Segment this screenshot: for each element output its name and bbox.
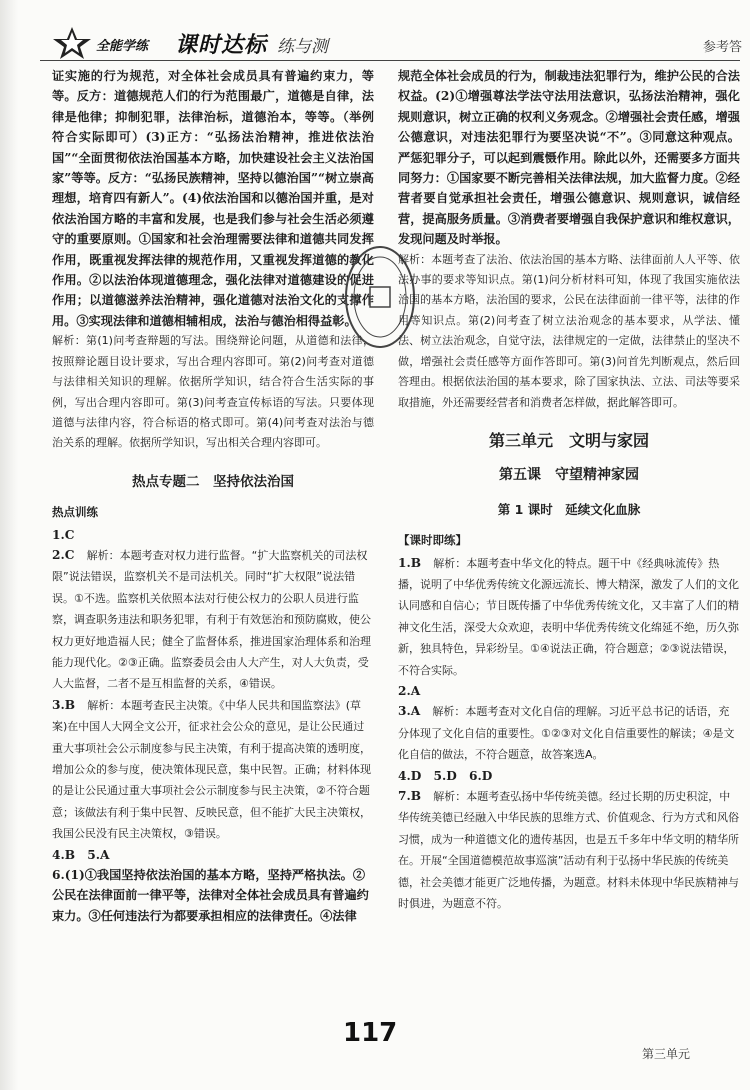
- answer-choice: B: [410, 555, 422, 570]
- answer-item: [398, 701, 740, 765]
- scan-margin-shadow: [0, 0, 18, 1090]
- header-right-label: 参考答: [702, 40, 742, 55]
- answer-explanation: 解析：本题考查中华文化的特点。题干中《经典咏流传》热播，说明了中华优秀传统文化源远流长、博大精深，激发了人们的文化认同感和自信心；节目既传播了中华优秀传统文化，又丰富了人们的精神文化生活，深受大众欢迎，表明中华优秀传统文化绵延不绝，历久弥新，独具特色，异彩纷呈。①④说法正确，符合题意；②③说法错误，不符合实际。: [398, 556, 739, 677]
- answer-number: 7.: [398, 789, 411, 803]
- answer-choice: B: [64, 697, 76, 712]
- right-intro-text: 规范全体社会成员的行为，制裁违法犯罪行为，维护公民的合法权益。(2)①增强尊法学法守法用法意识，弘扬法治精神，强化规则意识，树立正确的权利义务观念。②增强社会责任感，增强公德意识，对违法犯罪行为要坚决说“不”。③同意这种观点。严惩犯罪分子，可以起到震慑作用。除此以外，还需要多方面共同努力：①国家要不断完善相关法律法规，加大监督力度。②经营者要自觉承担社会责任，增强公德意识、规则意识，诚信经营，提高服务质量。③消费者要增强自我保护意识和维权意识，发现问题及时举报。: [398, 69, 740, 247]
- brand-small-text: 全能学练: [96, 39, 149, 54]
- brand-script-text: 练与测: [277, 37, 328, 57]
- answer-choice: C: [64, 547, 75, 562]
- unit-title: 第三单元 文明与家园: [488, 430, 649, 450]
- answer-choice: B 5.A: [64, 847, 110, 862]
- answer-explanation: 解析：本题考查民主决策。《中华人民共和国监察法》(草案)在中国人大网全文公开，征求社会公众的意见，是让公民通过重大事项社会公示制度参与民主决策，有利于提高决策的透明度，增加公众的参与度，使决策体现民意，集中民智。正确；材料体现的是让公民通过重大事项社会公示制度参与民主决策，②不符合题意；该做法有利于集中民智、反映民意，但不能扩大民主决策权，我国公民没有民主决策权，③错误。: [52, 698, 371, 841]
- answer-item: [52, 845, 374, 865]
- answer-item: [52, 545, 374, 695]
- header-divider: [40, 60, 740, 61]
- left-column: [52, 66, 374, 926]
- right-intro-explanation: 解析：本题考查了法治、依法治国的基本方略、法律面前人人平等、依法办事的要求等知识点。第(1)问分析材料可知，体现了我国实施依法治国的基本方略，法治国的要求，公民在法律面前一律平等，法律的作用等知识点。第(2)问考查了树立法治观念的基本要求，从学法、懂法、树立法治观念，自觉守法，法律规定的一定做，法律禁止的坚决不做，增强社会责任感等方面作答即可。第(3)问首先判断观点，然后回答理由。根据依法治国的基本要求，除了国家执法、立法、司法等要采取措施，外还需要经营者和消费者怎样做，据此解答即可。: [398, 252, 740, 409]
- answer-choice: A: [410, 704, 421, 719]
- answer-number: 1.: [52, 527, 65, 542]
- answer-explanation: 解析：本题考查对文化自信的理解。习近平总书记的话语，充分体现了文化自信的重要性。①②③对文化自信重要性的解读；④是文化自信的做法，不符合题意，故答案选A。: [398, 705, 735, 762]
- answer-item: [52, 865, 374, 926]
- brand-title: 课时达标: [175, 33, 268, 58]
- page-header: [0, 0, 750, 64]
- answer-number: 3.: [52, 697, 65, 712]
- practice-label: 【课时即练】: [398, 533, 467, 548]
- answer-explanation: 解析：本题考查对权力进行监督。“扩大监察机关的司法权限”说法错误，监察机关不是司法机关。同时“扩大权限”说法错误。①不选。监察机关依照本法对行使公权力的公职人员进行监察，调查职务违法和职务犯罪，有利于有效惩治和预防腐败，使公权力更好地造福人民；健全了监督体系，推进国家治理体系和治理能力现代化。②③正确。监察委员会由人大产生，对人大负责，受人大监督，二者不是互相监督的关系，④错误。: [52, 548, 371, 691]
- answer-explanation: (1)①我国坚持依法治国的基本方略，坚持严格执法。②公民在法律面前一律平等，法律对全体社会成员具有普遍约束力。③任何违法行为都要承担相应的法律责任。④法律: [52, 868, 369, 923]
- hot-topic-title: 热点专题二 坚持依法治国: [132, 473, 294, 490]
- answer-choice: D 5.D 6.D: [410, 768, 493, 783]
- answer-item: [52, 695, 374, 845]
- answer-number: 1.: [398, 555, 411, 570]
- answer-number: 4.: [398, 768, 411, 783]
- answer-item: [398, 786, 740, 914]
- period-title: 第 1 课时 延续文化血脉: [497, 501, 641, 517]
- answer-choice: B: [410, 789, 422, 803]
- footer-unit-label: 第三单元: [641, 1047, 690, 1061]
- hot-training-label: 热点训练: [52, 505, 98, 520]
- page-number: 117: [343, 1018, 398, 1048]
- answer-choice: C: [64, 527, 75, 542]
- answer-item: [398, 553, 740, 681]
- brand-logo: [52, 26, 352, 60]
- answer-item: [398, 766, 740, 786]
- answer-number: 2.: [398, 683, 411, 698]
- left-intro-explanation: 解析：第(1)问考查辩题的写法。围绕辩论问题，从道德和法律，按照辩论题目设计要求，写出合理内容即可。第(2)问考查对道德与法律相关知识的理解。依据所学知识，结合符合生活实际的事例，写出合理内容即可。第(3)问考查宣传标语的写法。只要体现道德与法律内容，符合标语的格式即可。第(4)问考查对法治与德治关系的理解。依据所学知识，写出相关合理内容即可。: [52, 334, 374, 450]
- lesson-title: 第五课 守望精神家园: [499, 467, 639, 484]
- answer-item: [398, 681, 740, 701]
- answer-number: 4.: [52, 847, 65, 862]
- right-column: [398, 66, 740, 914]
- left-intro-text: 证实施的行为规范，对全体社会成员具有普遍约束力，等等。反方：道德规范人们的行为范围最广，道德是自律，法律是他律；抑制犯罪，法律治标，道德治本，等等。（举例符合实际即可）(3)正方：“弘扬法治精神，推进依法治国”“全面贯彻依法治国基本方略，加快建设社会主义法治国家”等等。反方：“弘扬民族精神，坚持以德治国”“树立崇高理想，培育四有新人”。(4)依法治国和以德治国并重，是对依法治国方略的丰富和发展，也是我们参与社会生活必须遵守的重要原则。①国家和社会治理需要法律和道德共同发挥作用，既重视发挥法律的规范作用，又重视发挥道德的教化作用。②以法治体现道德理念，强化法律对道德建设的促进作用；以道德滋养法治精神，强化道德对法治文化的支撑作用。③实现法律和道德相辅相成，法治与德治相得益彰。: [52, 69, 374, 328]
- logo-star-icon: [52, 26, 92, 60]
- answer-item: [52, 525, 374, 545]
- answer-number: 2.: [52, 547, 65, 562]
- answer-number: 6.: [52, 868, 65, 883]
- answer-choice: A: [410, 683, 421, 698]
- answer-explanation: 解析：本题考查弘扬中华传统美德。经过长期的历史积淀，中华传统美德已经融入中华民族的思维方式、价值观念、行为方式和风俗习惯，成为一种道德文化的遗传基因，也是五千多年中华文明的精华所在。开展“全国道德模范故事巡演”活动有利于弘扬中华民族的传统美德，社会美德才能更广泛地传播，为题意。材料未体现中华民族精神与时俱进，为题意不符。: [398, 790, 739, 911]
- answer-number: 3.: [398, 704, 411, 719]
